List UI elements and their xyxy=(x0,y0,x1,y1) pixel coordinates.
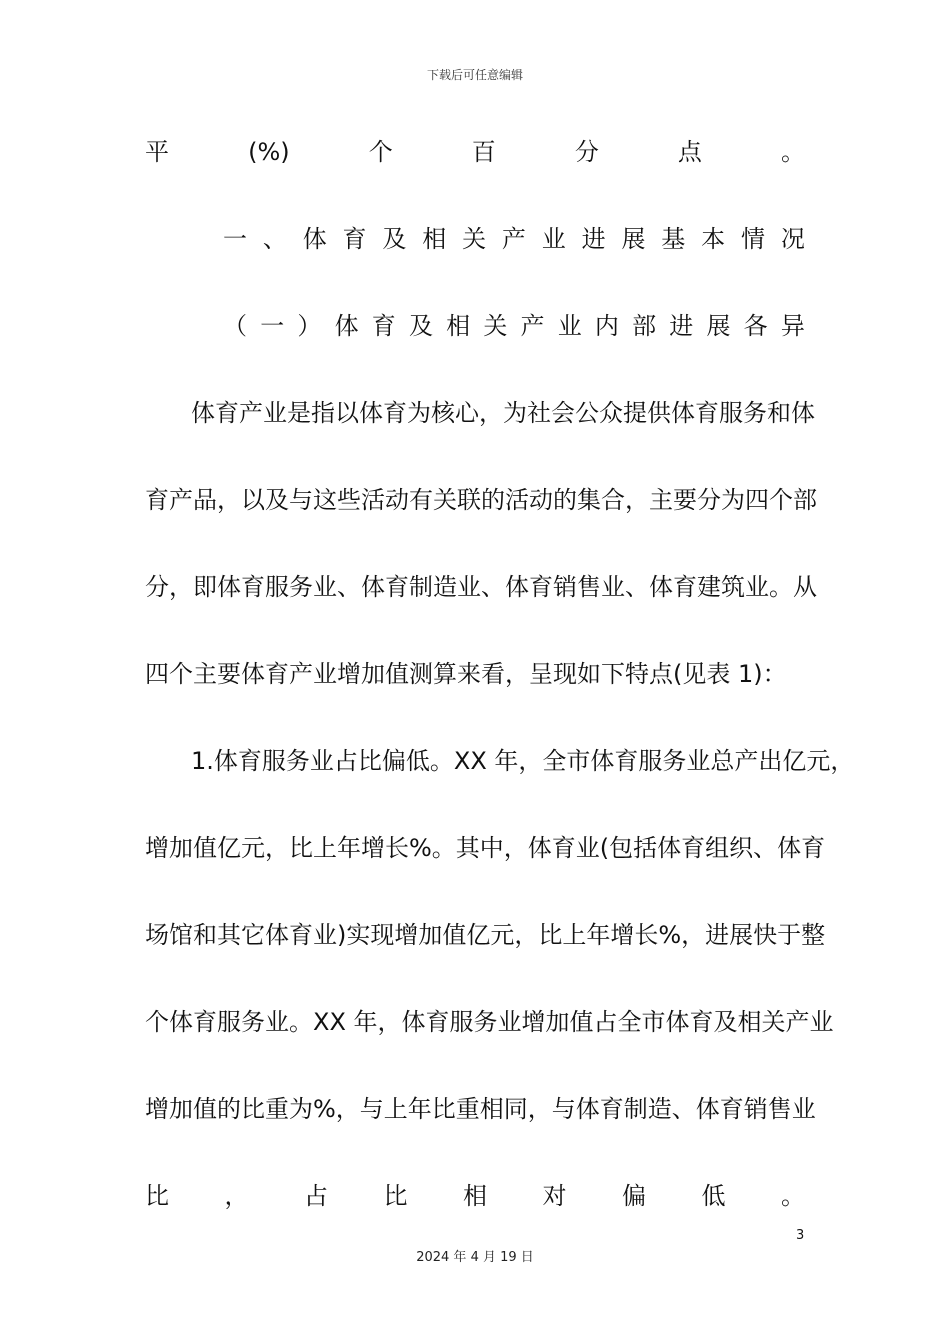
char: 进 xyxy=(581,225,606,253)
char: 及 xyxy=(408,312,433,340)
char: 相 xyxy=(463,1182,487,1210)
char: 关 xyxy=(483,312,508,340)
paragraph-line: 1.体育服务业占比偏低。XX 年，全市体育服务业总产出亿元， xyxy=(191,747,855,775)
char: 平 xyxy=(145,138,169,166)
char: 体 xyxy=(302,225,327,253)
char: 展 xyxy=(706,312,731,340)
char: 低 xyxy=(701,1182,726,1210)
char: ） xyxy=(297,312,322,340)
document-body xyxy=(145,130,855,1261)
char: 育 xyxy=(371,312,396,340)
char: 百 xyxy=(471,138,496,166)
char: （ xyxy=(223,312,247,340)
char: 进 xyxy=(669,312,694,340)
char: 占 xyxy=(304,1182,328,1210)
char: 点 xyxy=(677,138,702,166)
char: 、 xyxy=(262,225,287,253)
char: 分 xyxy=(574,138,599,166)
char: 异 xyxy=(780,312,805,340)
paragraph-line: 体育产业是指以体育为核心，为社会公众提供体育服务和体 xyxy=(191,399,815,427)
char: 情 xyxy=(740,225,765,253)
char: 育 xyxy=(342,225,367,253)
char: 相 xyxy=(446,312,471,340)
char: 偏 xyxy=(622,1182,646,1210)
paragraph-line: 个体育服务业。XX 年，体育服务业增加值占全市体育及相关产业 xyxy=(145,1008,834,1036)
paragraph-line: 四个主要体育产业增加值测算来看，呈现如下特点(见表 1)： xyxy=(145,660,787,688)
char: ， xyxy=(224,1182,249,1210)
text-line-1 xyxy=(145,130,805,217)
char: 关 xyxy=(462,225,487,253)
paragraph-line: 分，即体育服务业、体育制造业、体育销售业、体育建筑业。从 xyxy=(145,573,817,601)
paragraph-line: 增加值的比重为%，与上年比重相同，与体育制造、体育销售业 xyxy=(145,1095,816,1123)
char: 。 xyxy=(781,138,805,166)
char: 产 xyxy=(501,225,526,253)
char: 本 xyxy=(701,225,726,253)
char: 对 xyxy=(542,1182,567,1210)
char: 比 xyxy=(145,1182,169,1210)
char: 业 xyxy=(541,225,566,253)
page-number: 3 xyxy=(796,1228,805,1243)
char: 一 xyxy=(223,225,247,253)
char: (%) xyxy=(248,138,290,166)
char: 各 xyxy=(743,312,768,340)
char: 个 xyxy=(368,138,393,166)
paragraph-line: 场馆和其它体育业)实现增加值亿元，比上年增长%，进展快于整 xyxy=(145,921,826,949)
footer-date: 2024 年 4 月 19 日 xyxy=(416,1250,534,1265)
char: 基 xyxy=(661,225,686,253)
char: 产 xyxy=(520,312,545,340)
char: 展 xyxy=(621,225,646,253)
char: 及 xyxy=(382,225,407,253)
paragraph-line: 育产品，以及与这些活动有关联的活动的集合，主要分为四个部 xyxy=(145,486,817,514)
char: 相 xyxy=(422,225,447,253)
section-heading xyxy=(145,217,805,304)
char: 况 xyxy=(780,225,805,253)
char: 内 xyxy=(594,312,619,340)
char: 业 xyxy=(557,312,582,340)
char: 部 xyxy=(632,312,657,340)
paragraph-line: 增加值亿元，比上年增长%。其中，体育业(包括体育组织、体育 xyxy=(145,834,826,862)
header-note: 下载后可任意编辑 xyxy=(426,68,523,82)
char: 一 xyxy=(260,312,285,340)
char: 比 xyxy=(383,1182,408,1210)
subsection-heading xyxy=(145,304,805,391)
char: 。 xyxy=(781,1182,805,1210)
char: 体 xyxy=(334,312,359,340)
